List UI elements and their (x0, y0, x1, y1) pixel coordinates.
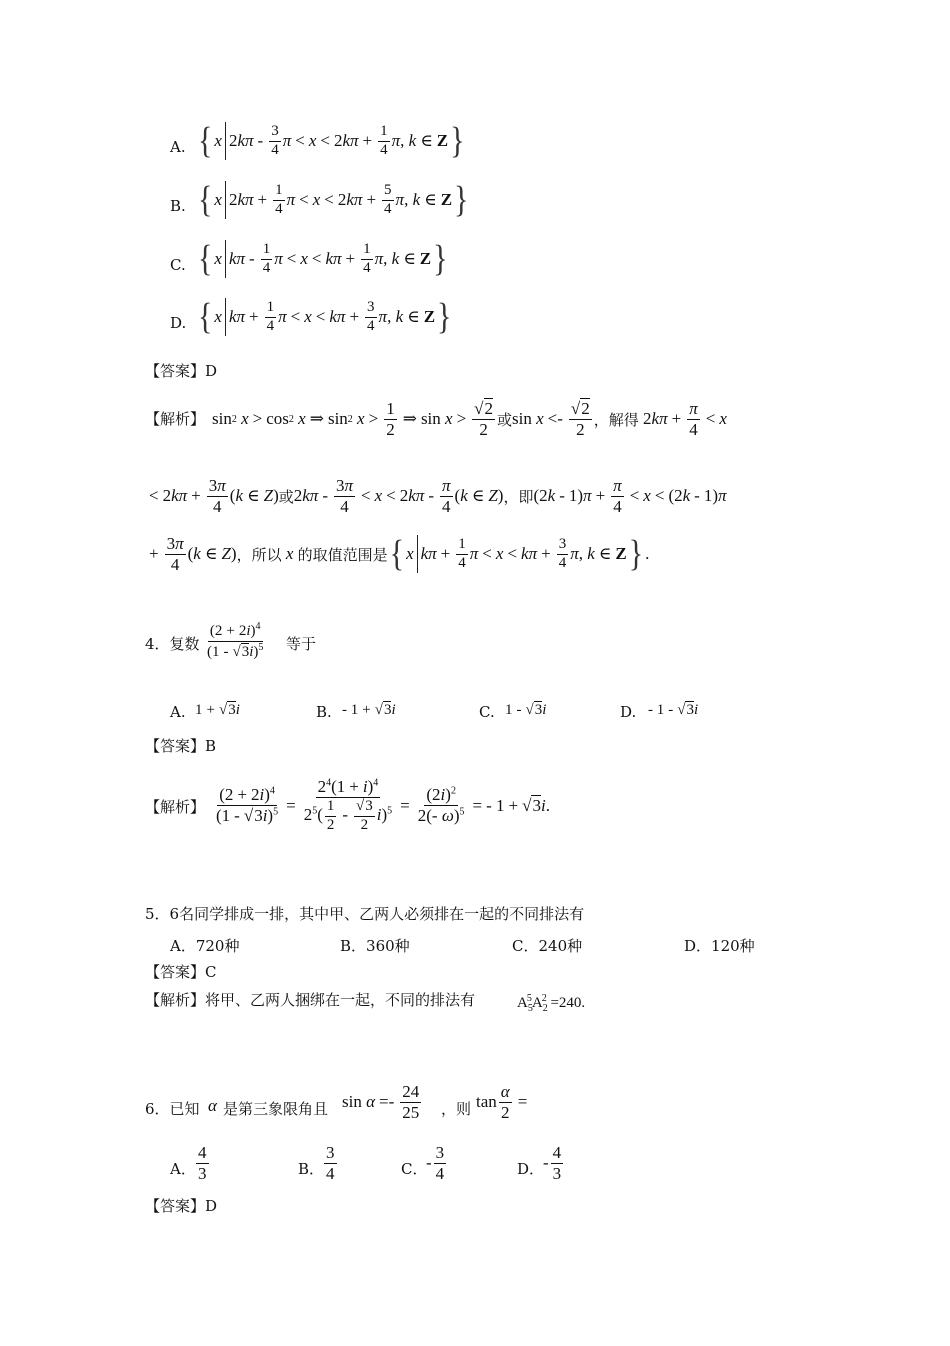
analysis-tag: 【解析】 (145, 991, 206, 1009)
q3-or-1: 或 (497, 410, 513, 429)
q5-answer (145, 961, 217, 982)
q3-solve-text: ，解得 (593, 410, 639, 429)
q5-analysis (145, 989, 475, 1010)
q4-option-a-label: A. (170, 703, 186, 721)
q6-middle: 是第三象限角且 (223, 1100, 329, 1118)
q5-period: . (581, 995, 586, 1011)
q3-option-c-label: C. (170, 256, 186, 274)
q3-option-d-formula: { x kπ + $\frac{1}{4}$ π < x < kπ + $\frac{3}{4}$ π , k ∈ Z } (198, 295, 452, 337)
q5-option-b: B．360种 (340, 937, 410, 955)
answer-value: D (205, 1197, 218, 1215)
q6-option-d-label: D． (517, 1160, 545, 1178)
answer-value: D (205, 362, 218, 380)
q5-option-c: C．240种 (512, 937, 583, 955)
q6-option-b-formula: $\frac{3}{4}$ (326, 1143, 335, 1183)
q3-option-d-label: D. (170, 314, 187, 332)
q4-option-c-formula: 1 - √ 3 i (505, 701, 547, 718)
q4-analysis-tag: 【解析】 (145, 798, 206, 816)
q6-prefix: 6．已知 (145, 1100, 200, 1118)
q3-ie-text: ，即 (503, 487, 534, 506)
q4-option-b-label: B. (316, 703, 332, 721)
q6-then: ，则 (441, 1100, 472, 1118)
answer-tag: 【答案】 (145, 1197, 206, 1215)
q4-period: . (545, 795, 550, 815)
q5-result: =240 (550, 995, 582, 1011)
q3-or-2: 或 (278, 487, 294, 506)
answer-value: B (205, 737, 217, 755)
q5-analysis-formula: $A_5^5A_2^2$ =240 . (517, 993, 586, 1014)
q4-stem-formula: $\frac{(2 + 2i)^4}{(1 - √3i)^5}$ (207, 621, 264, 660)
q4-option-a-formula: 1 + √ 3 i (195, 701, 240, 718)
q3-analysis-line1: sin 2 x > cos 2 x ⇒ sin 2 x > $\frac{1}{2}$ ⇒ sin x > $\frac{√2}{2}$ 或 sin x <- $\frac{√2}{2}$ ，解得 2 kπ + $\frac{\pi}{4}$ < x (212, 399, 727, 439)
q3-option-a-formula: { x 2 kπ - $\frac{3}{4}$ π < x < 2 kπ + $\frac{1}{4}$ π , k ∈ Z } (198, 119, 465, 161)
q4-option-c-label: C. (479, 703, 495, 721)
q6-option-a-formula: $\frac{4}{3}$ (198, 1143, 207, 1183)
q3-therefore-text: ，所以 (236, 545, 282, 564)
q6-option-c-formula: - $\frac{3}{4}$ (426, 1143, 445, 1183)
q6-option-d-formula: - $\frac{4}{3}$ (543, 1143, 562, 1183)
q3-analysis-line2: < 2 kπ + $\frac{3\pi}{4}$ ( k ∈ Z ) 或 2 kπ - $\frac{3\pi}{4}$ < x < 2 kπ - $\frac{\pi}{4}$ ( k ∈ Z ) ，即 (2 k - 1) π + $\frac{\pi}{4}$ < x < (2 k - 1) π (149, 476, 727, 516)
q4-option-d-formula: - 1 - √ 3 i (648, 701, 699, 718)
q6-tan-formula: tan $\frac{\alpha}{2}$ = (476, 1082, 528, 1122)
answer-tag: 【答案】 (145, 737, 206, 755)
q6-answer (145, 1195, 217, 1216)
q5-option-a: A．720种 (170, 937, 240, 955)
q3-answer (145, 360, 217, 381)
analysis-text: 将甲、乙两人捆绑在一起，不同的排法有 (205, 991, 476, 1009)
q6-option-a-label: A． (170, 1160, 196, 1178)
alpha-symbol: α (208, 1096, 217, 1115)
q4-number: 4．复数 (145, 635, 200, 653)
q3-option-c-formula: { x kπ - $\frac{1}{4}$ π < x < kπ + $\frac{1}{4}$ π , k ∈ Z } (198, 237, 448, 279)
q3-analysis-line3: + $\frac{3\pi}{4}$ ( k ∈ Z ) ，所以 x 的取值范围是 { x kπ + $\frac{1}{4}$ π < x < kπ + $\frac{3}{4}$ π , k ∈ Z } . (149, 533, 650, 575)
q4-suffix: 等于 (286, 635, 317, 653)
q6-option-b-label: B． (298, 1160, 325, 1178)
q4-answer (145, 735, 216, 756)
q4-option-d-label: D. (620, 703, 637, 721)
q6-sin-formula: sin α =- $\frac{24}{25}$ (342, 1082, 420, 1122)
q4-option-b-formula: - 1 + √ 3 i (342, 701, 396, 718)
q3-option-a-label: A. (170, 138, 186, 156)
answer-tag: 【答案】 (145, 963, 206, 981)
answer-value: C (205, 963, 217, 981)
q3-period: . (645, 544, 650, 564)
q5-stem: 5．6名同学排成一排，其中甲、乙两人必须排在一起的不同排法有 (145, 905, 585, 923)
q3-option-b-formula: { x 2 kπ + $\frac{1}{4}$ π < x < 2 kπ + $\frac{5}{4}$ π , k ∈ Z } (198, 178, 469, 220)
answer-tag: 【答案】 (145, 362, 206, 380)
q5-option-d: D．120种 (684, 937, 755, 955)
q4-analysis-formula: $\frac{(2 + 2i)^4}{(1 - √3i)^5}$ = $2^4(1 + i)^4$ $2^5$( $\frac{1}{2}$ - $\frac{√3}{2}$ i)$^5$ = $\frac{(2i)^2}{2(- \omega)^5}$ = - 1 + √ 3 i . (216, 777, 550, 833)
q3-option-b-label: B. (170, 197, 186, 215)
q3-range-text: 的取值范围是 (297, 545, 388, 564)
q3-analysis-tag: 【解析】 (145, 410, 206, 428)
q6-option-c-label: C． (401, 1160, 428, 1178)
